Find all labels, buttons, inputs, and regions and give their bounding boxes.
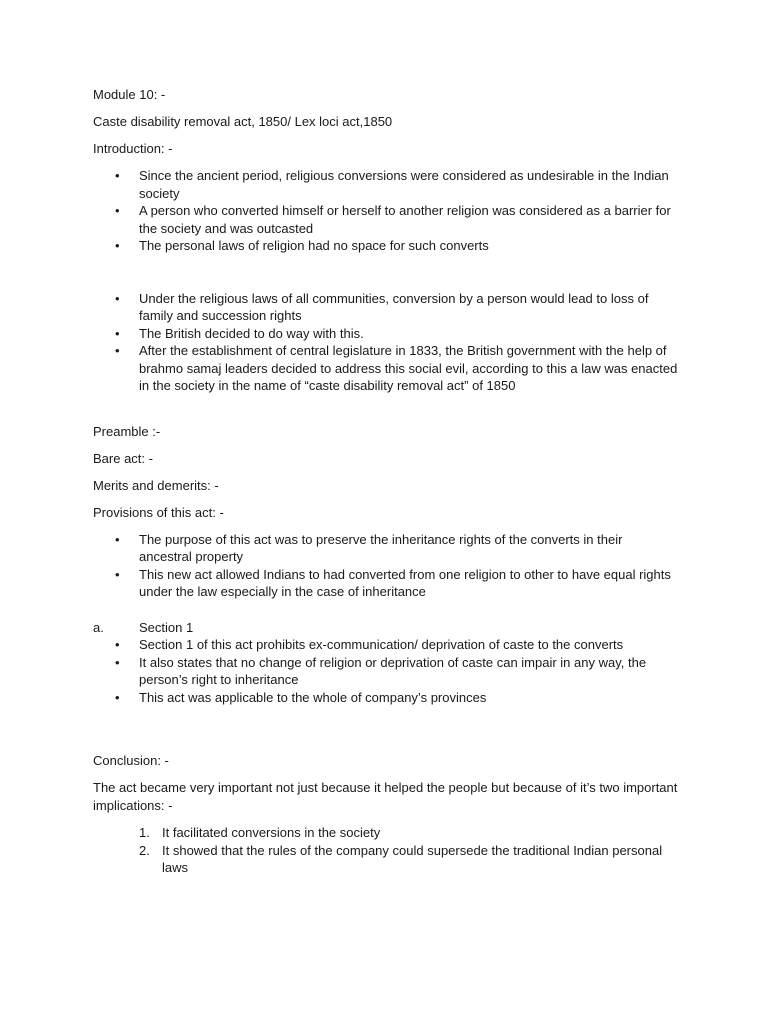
- list-item: [93, 824, 678, 842]
- intro-bullet-list-a: [93, 167, 678, 255]
- list-item-text: Section 1 of this act prohibits ex-communication/ deprivation of caste to the converts: [139, 637, 624, 652]
- list-item-text: This act was applicable to the whole of company’s provinces: [139, 689, 487, 705]
- document-page: [93, 86, 678, 877]
- list-item: [93, 325, 678, 343]
- list-item-text: The British decided to do way with this.: [139, 325, 364, 341]
- preamble-heading: Preamble :-: [93, 423, 161, 439]
- implications-list: [93, 824, 678, 877]
- bullet-icon: •: [115, 168, 120, 183]
- bullet-icon: •: [115, 654, 120, 670]
- introduction-heading: Introduction: -: [93, 141, 173, 156]
- list-item: [93, 566, 678, 601]
- provisions-heading: Provisions of this act: -: [93, 504, 224, 520]
- conclusion-text: The act became very important not just because it helped the people but because of it’s two important implications: -: [93, 780, 678, 813]
- list-number: 2.: [139, 842, 150, 858]
- bullet-icon: •: [115, 637, 120, 652]
- act-title: Caste disability removal act, 1850/ Lex loci act,1850: [93, 114, 393, 129]
- list-item-text: The purpose of this act was to preserve the inheritance rights of the converts in their ancestral property: [139, 531, 623, 564]
- conclusion-heading: Conclusion: -: [93, 753, 169, 768]
- bullet-icon: •: [115, 203, 120, 218]
- bare-act-heading: Bare act: -: [93, 450, 153, 466]
- bullet-icon: •: [115, 566, 120, 582]
- section-bullet-list: [93, 636, 678, 706]
- list-item-text: It also states that no change of religion or deprivation of caste can impair in any way, the person’s right to inheritance: [139, 654, 647, 687]
- list-number: 1.: [139, 825, 150, 840]
- list-item: [93, 290, 678, 325]
- list-item-text: A person who converted himself or herself to another religion was considered as a barrier for the society and was outcasted: [139, 203, 671, 236]
- list-item-text: The personal laws of religion had no space for such converts: [139, 238, 489, 253]
- bullet-icon: •: [115, 238, 120, 253]
- list-item: [93, 167, 678, 202]
- list-item: [93, 689, 678, 707]
- merits-heading: Merits and demerits: -: [93, 477, 219, 493]
- module-title: Module 10: -: [93, 87, 166, 102]
- section-label: Section 1: [139, 619, 194, 635]
- bullet-icon: •: [115, 290, 120, 306]
- bullet-icon: •: [115, 325, 120, 341]
- list-item: [93, 531, 678, 566]
- list-item-text: After the establishment of central legislature in 1833, the British government with the help of brahmo samaj leaders decided to address this social evil, according to this a law was enacted in the society in the name of “caste disability removal act” of 1850: [139, 343, 678, 393]
- list-item-text: It showed that the rules of the company could supersede the traditional Indian personal laws: [162, 842, 663, 875]
- bullet-icon: •: [115, 531, 120, 547]
- list-item: [93, 237, 678, 255]
- list-item: [93, 342, 678, 395]
- list-item: [93, 202, 678, 237]
- section-marker: a.: [93, 619, 104, 635]
- bullet-icon: •: [115, 343, 120, 358]
- section-1-item: [93, 619, 678, 637]
- list-item: [93, 654, 678, 689]
- list-item-text: Since the ancient period, religious conversions were considered as undesirable in the Indian society: [139, 168, 669, 201]
- list-item-text: Under the religious laws of all communities, conversion by a person would lead to loss of family and succession rights: [139, 290, 649, 323]
- intro-bullet-list-b: [93, 290, 678, 395]
- list-item: [93, 636, 678, 654]
- list-item-text: This new act allowed Indians to had converted from one religion to other to have equal rights under the law especially in the case of inheritance: [139, 566, 671, 599]
- list-item-text: It facilitated conversions in the society: [162, 825, 381, 840]
- list-item: [93, 842, 678, 877]
- bullet-icon: •: [115, 689, 120, 705]
- provisions-bullet-list: [93, 531, 678, 601]
